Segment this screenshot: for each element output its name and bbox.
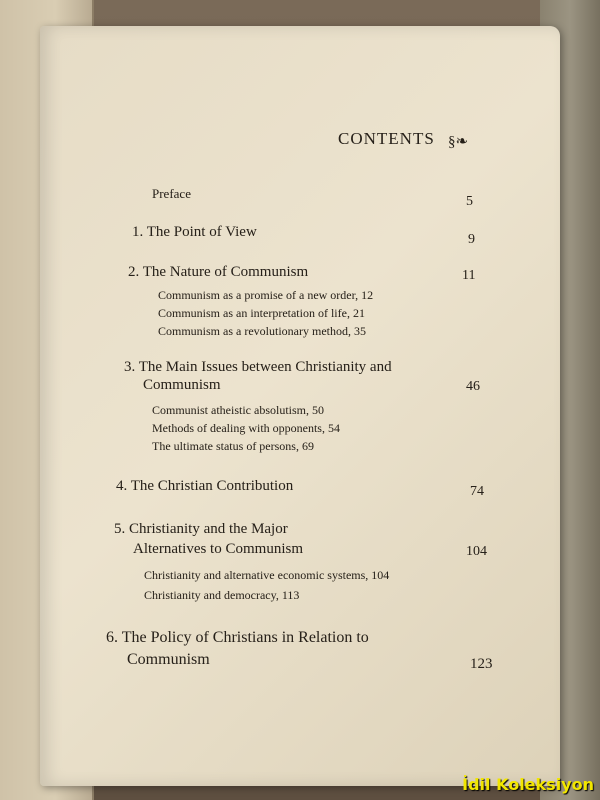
toc-entry-preface: Preface: [152, 186, 191, 201]
toc-entry-5: 5. Christianity and the Major: [114, 521, 288, 537]
toc-subentry: Communist atheistic absolutism, 50: [152, 403, 324, 417]
toc-page-4: 74: [470, 484, 484, 499]
toc-page-preface: 5: [466, 194, 473, 209]
toc-page-3: 46: [466, 379, 480, 394]
toc-subentry: The ultimate status of persons, 69: [152, 439, 314, 453]
contents-page: [40, 26, 560, 786]
toc-subentry: Christianity and democracy, 113: [144, 588, 300, 602]
toc-page-6: 123: [470, 656, 493, 672]
page-title: CONTENTS: [338, 129, 435, 148]
watermark: İdil Koleksiyon: [462, 775, 594, 794]
toc-entry-4: 4. The Christian Contribution: [116, 478, 294, 494]
toc-subentry: Communism as a promise of a new order, 12: [158, 288, 374, 302]
toc-entry-3-cont: Communism: [143, 377, 221, 393]
toc-entry-6: 6. The Policy of Christians in Relation to: [106, 629, 369, 646]
toc-subentry: Christianity and alternative economic systems, 104: [144, 568, 390, 582]
toc-entry-3: 3. The Main Issues between Christianity and: [124, 359, 392, 375]
ornament-icon: §❧: [448, 134, 469, 150]
toc-entry-5-cont: Alternatives to Communism: [133, 541, 303, 557]
toc-entry-6-cont: Communism: [127, 651, 210, 668]
toc-subentry: Communism as a revolutionary method, 35: [158, 324, 366, 338]
toc-page-2: 11: [462, 268, 476, 283]
toc-entry-1: 1. The Point of View: [132, 224, 257, 240]
toc-page-5: 104: [466, 544, 487, 559]
toc-subentry: Communism as an interpretation of life, 21: [158, 306, 365, 320]
toc-subentry: Methods of dealing with opponents, 54: [152, 421, 340, 435]
toc-entry-2: 2. The Nature of Communism: [128, 264, 309, 280]
toc-page-1: 9: [468, 232, 475, 247]
